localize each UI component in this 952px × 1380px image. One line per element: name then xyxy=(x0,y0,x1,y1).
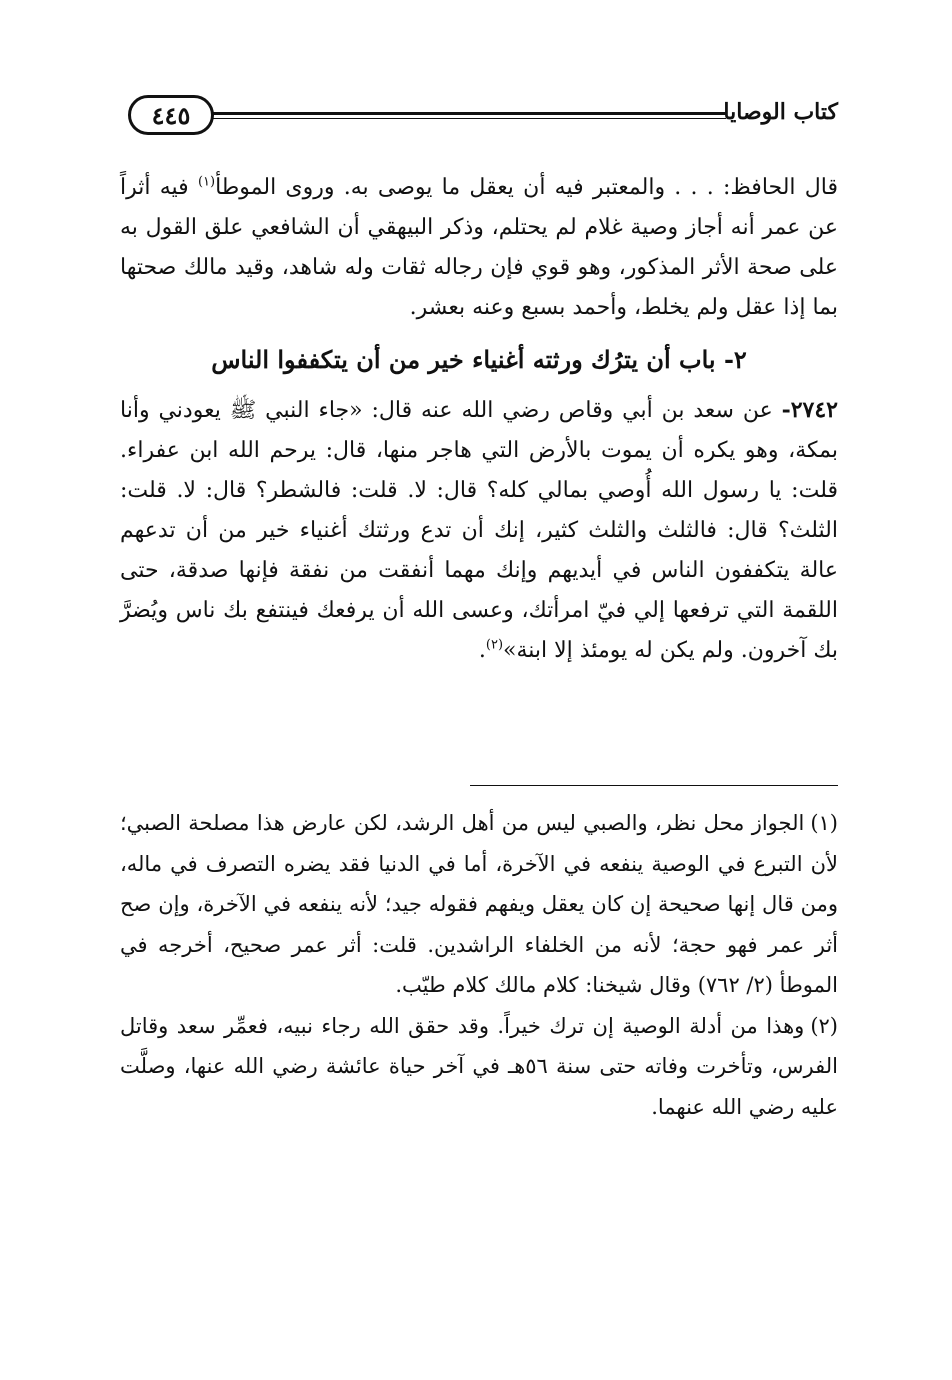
section-heading: ٢- باب أن يترُك ورثته أغنياء خير من أن يتكففوا الناس xyxy=(211,345,747,374)
header-rule-thin xyxy=(210,118,726,119)
intro-text-after-note: فيه أثراً عن عمر أنه أجاز وصية غلام لم يحتلم، وذكر البيهقي أن الشافعي علق القول به على صحة الأثر المذكور، وهو قوي فإن رجاله ثقات وله شاهد، وقيد مالك صحتها بما إذا عقل ولم يخلط، وأحمد بسبع وعنه بعشر. xyxy=(120,175,838,320)
footnote-text: الجواز محل نظر، والصبي ليس من أهل الرشد، لكن عارض هذا مصلحة الصبي؛ لأن التبرع في الوصية ينفعه في الآخرة، أما في الدنيا فقد يضره التصرف في ماله، ومن قال إنها صحيحة إن كان يعقل ويفهم فقوله جيد؛ لأنه ينفعه في الآخرة، وإن صح أثر عمر فهو حجة؛ لأنه من الخلفاء الراشدين. قلت: أثر عمر صحيح، أخرجه في الموطأ (٢/ ٧٦٢) وقال شيخنا: كلام مالك كلام طيّب. xyxy=(120,811,838,997)
footnote-2 xyxy=(120,1006,838,1128)
header-rule xyxy=(210,112,726,115)
book-title: كتاب الوصايا xyxy=(723,99,838,125)
footnote-marker: (٢) xyxy=(810,1013,838,1038)
hadith-text-end: . xyxy=(478,638,486,663)
hadith-text: عن سعد بن أبي وقاص رضي الله عنه قال: «جاء النبي ﷺ يعودني وأنا بمكة، وهو يكره أن يموت بالأرض التي هاجر منها، قال: يرحم الله ابن عفراء. قلت: يا رسول الله أُوصي بمالي كله؟ قال: لا. قلت: فالشطر؟ قال: لا. قلت: الثلث؟ قال: فالثلث والثلث كثير، إنك أن تدع ورثتك أغنياء خير من أن تدعهم عالة يتكففون الناس في أيديهم وإنك مهما أنفقت من نفقة فإنها صدقة، حتى اللقمة التي ترفعها إلي فيّ امرأتك، وعسى الله أن يرفعك فينتفع بك ناس ويُضرَّ بك آخرون. ولم يكن له يومئذ إلا ابنة» xyxy=(120,398,838,663)
main-text xyxy=(120,168,838,671)
intro-paragraph xyxy=(120,168,838,328)
hadith-paragraph xyxy=(120,390,838,671)
page-number: ٤٤٥ xyxy=(128,95,214,135)
footnote-text: وهذا من أدلة الوصية إن ترك خيراً. وقد حقق الله رجاء نبيه، فعمِّر سعد وقاتل الفرس، وتأخرت وفاته حتى سنة ٥٦هـ في آخر حياة عائشة رضي الله عنها، وصلَّت عليه رضي الله عنهما. xyxy=(120,1013,839,1119)
footnote-ref-1: (١) xyxy=(197,174,216,190)
footnote-ref-2: (٢) xyxy=(485,637,504,653)
footnote-marker: (١) xyxy=(810,811,838,835)
hadith-number: ٢٧٤٢- xyxy=(781,397,838,423)
intro-text-before-note: قال الحافظ: . . . والمعتبر فيه أن يعقل ما يوصى به. وروى الموطأ xyxy=(215,175,838,200)
footnote-1 xyxy=(120,803,838,1006)
footnote-separator xyxy=(470,785,838,786)
footnotes xyxy=(120,803,838,1127)
page-header xyxy=(120,95,838,143)
